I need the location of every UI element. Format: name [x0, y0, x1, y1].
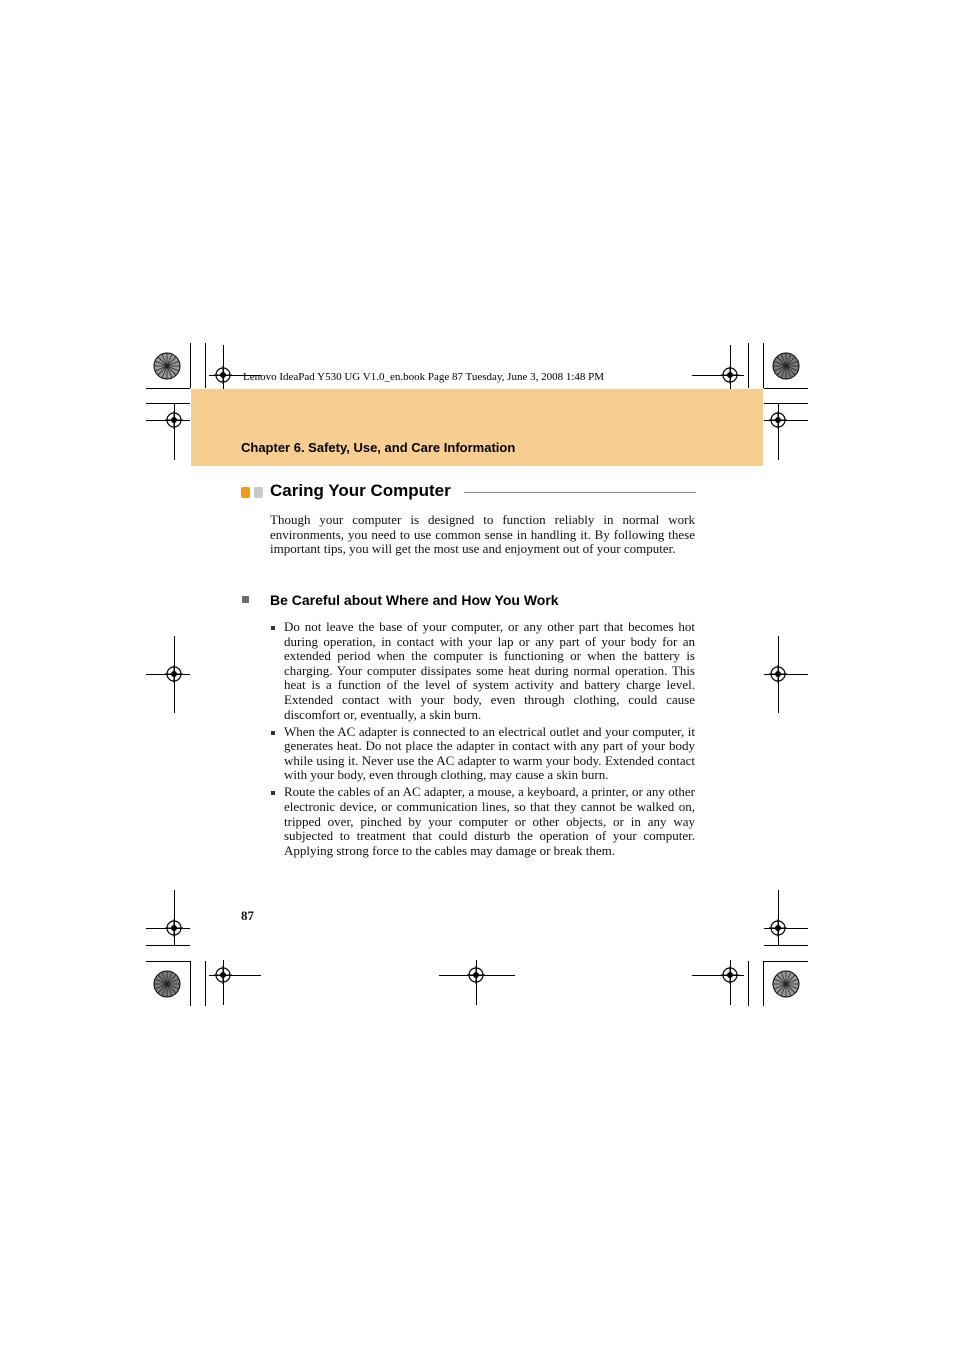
registration-target-icon: [769, 665, 787, 683]
list-item: [270, 725, 695, 783]
star-target-icon: [153, 352, 181, 380]
star-target-icon: [153, 970, 181, 998]
section-heading: [241, 480, 696, 504]
section-intro: Though your computer is designed to function reliably in normal work environments, you need to use common sense in handling it. By following these important tips, you will get the most use and enjoyment out of your computer.: [270, 512, 695, 557]
tips-list: [270, 620, 695, 861]
crop-line: [764, 388, 808, 389]
subsection-title: Be Careful about Where and How You Work: [270, 592, 559, 608]
registration-target-icon: [769, 411, 787, 429]
crop-line: [146, 961, 190, 962]
list-item-text: Route the cables of an AC adapter, a mouse, a keyboard, a printer, or any other electronic device, or communication lines, so that they cannot be walked on, tripped over, pinched by your computer or other objects, or in any way subjected to treatment that could disturb the operation of your computer. Applying strong force to the cables may damage or break them.: [284, 784, 695, 858]
subsection-bullet-icon: [242, 596, 249, 603]
crop-line: [205, 961, 206, 1006]
bullet-icon: [271, 626, 275, 630]
crop-line: [763, 343, 764, 388]
crop-line: [146, 388, 190, 389]
star-target-icon: [772, 352, 800, 380]
page-number: 87: [241, 908, 254, 923]
registration-target-icon: [165, 919, 183, 937]
crop-line: [146, 945, 190, 946]
registration-target-icon: [721, 366, 739, 384]
registration-target-icon: [214, 366, 232, 384]
crop-line: [190, 343, 191, 388]
list-item-text: Do not leave the base of your computer, or any other part that becomes hot during operation, in contact with your lap or any part of your body for an extended period when the computer is functioning or when the battery is charging. Your computer dissipates some heat during normal operation. This heat is a function of the level of system activity and battery charge level. Extended contact with your body, even through clothing, could cause discomfort or, eventually, a skin burn.: [284, 619, 695, 722]
registration-target-icon: [165, 665, 183, 683]
bullet-icon: [271, 791, 275, 795]
crop-line: [146, 403, 190, 404]
section-marker-gray-icon: [254, 487, 263, 498]
section-marker-orange-icon: [241, 487, 250, 498]
registration-target-icon: [165, 411, 183, 429]
star-target-icon: [772, 970, 800, 998]
crop-line: [190, 961, 191, 1006]
registration-target-icon: [214, 966, 232, 984]
section-title: Caring Your Computer: [270, 481, 451, 500]
crop-line: [748, 343, 749, 388]
crop-line: [764, 945, 808, 946]
crop-line: [764, 961, 808, 962]
registration-target-icon: [769, 919, 787, 937]
bullet-icon: [271, 731, 275, 735]
chapter-title: Chapter 6. Safety, Use, and Care Information: [241, 440, 516, 455]
crop-line: [764, 403, 808, 404]
list-item-text: When the AC adapter is connected to an electrical outlet and your computer, it generates heat. Do not place the adapter in contact with any part of your body while using it. Never use the AC adapter to warm your body. Extended contact with your body, even through clothing, may cause a skin burn.: [284, 723, 695, 783]
crop-line: [763, 961, 764, 1006]
section-rule: [464, 492, 696, 493]
crop-line: [748, 961, 749, 1006]
registration-target-icon: [467, 966, 485, 984]
registration-target-icon: [721, 966, 739, 984]
crop-line: [205, 343, 206, 388]
list-item: [270, 785, 695, 858]
list-item: [270, 620, 695, 722]
print-slug: Lenovo IdeaPad Y530 UG V1.0_en.book Page 87 Tuesday, June 3, 2008 1:48 PM: [243, 371, 605, 383]
